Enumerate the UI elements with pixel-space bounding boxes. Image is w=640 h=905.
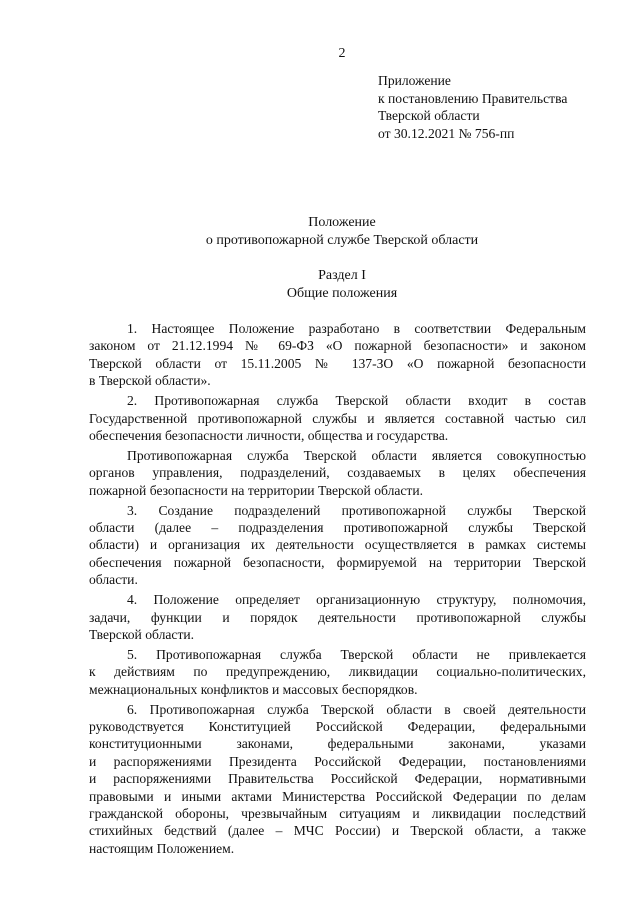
paragraph-line: органов управления, подразделений, создаваемых в целях обеспечения [89,465,586,481]
paragraph-line: области (далее – подразделения противопожарной службы Тверской [89,519,586,535]
paragraph-line: и распоряжениями Президента Российской Федерации, постановлениями [89,753,586,769]
paragraph-line: Тверской области от 15.11.2005 № 137-ЗО «О пожарной безопасности [89,355,586,371]
section-heading-line: Раздел I [318,268,366,283]
paragraph [89,701,586,858]
document-title-line: о противопожарной службе Тверской области [205,232,479,248]
paragraph-line: 3. Создание подразделений противопожарной службы Тверской [127,502,586,518]
paragraph-line: настоящим Положением. [89,840,235,856]
paragraph [89,502,586,589]
paragraph [89,447,586,499]
paragraph-line: стихийных бедствий (далее – МЧС России) и Тверской области, а также [89,823,586,839]
paragraph-line: обеспечения пожарной безопасности, формируемой на территории Тверской [89,554,586,570]
paragraph-line: руководствуется Конституцией Российской Федерации, федеральными [89,718,586,734]
paragraph-line: и распоряжениями Правительства Российской Федерации, нормативными [89,771,586,787]
document-title-line: Положение [308,215,376,230]
paragraph-line: 6. Противопожарная служба Тверской области в своей деятельности [127,701,586,717]
appendix-line: Тверской области [378,108,480,123]
appendix-line: от 30.12.2021 № 756-пп [378,125,515,141]
paragraph-line: в Тверской области». [89,373,211,389]
document-body [89,320,586,860]
paragraph-line: Тверской области. [89,626,195,642]
section-heading [0,267,640,302]
paragraph-line: 1. Настоящее Положение разработано в соответствии Федеральным [127,321,586,336]
paragraph-line: области. [89,572,138,588]
appendix-header [378,72,567,142]
paragraph [89,591,586,643]
appendix-line: к постановлению Правительства [378,90,568,106]
section-heading-line: Общие положения [286,285,398,301]
paragraph-line: Противопожарная служба Тверской области является совокупностью [127,447,586,463]
paragraph [89,646,586,698]
paragraph-line: 2. Противопожарная служба Тверской области входит в состав [127,393,586,409]
paragraph-line: к действиям по предупреждению, ликвидации социально-политических, [89,664,586,680]
appendix-line: Приложение [378,73,451,88]
paragraph-line: законом от 21.12.1994 № 69-ФЗ «О пожарной безопасности» и законом [89,338,586,354]
paragraph-line: области) и организация их деятельности осуществляется в рамках системы [89,537,586,553]
paragraph-line: задачи, функции и порядок деятельности противопожарной службы [89,609,586,625]
paragraph [89,320,586,390]
paragraph-line: пожарной безопасности на территории Тверской области. [89,482,424,498]
paragraph-line: конституционными законами, федеральными законами, указами [89,736,586,752]
paragraph-line: межнациональных конфликтов и массовых беспорядков. [89,681,418,697]
paragraph [89,392,586,444]
paragraph-line: 5. Противопожарная служба Тверской области не привлекается [127,646,586,662]
paragraph-line: обеспечения безопасности личности, общества и государства. [89,427,449,443]
paragraph-line: правовыми и иными актами Министерства Российской Федерации по делам [89,788,586,804]
paragraph-line: 4. Положение определяет организационную структуру, полномочия, [127,592,586,608]
paragraph-line: гражданской обороны, чрезвычайным ситуациям и ликвидации последствий [89,805,586,821]
page-number: 2 [338,46,346,61]
paragraph-line: Государственной противопожарной службы и является составной частью сил [89,410,586,426]
document-title [0,214,640,249]
